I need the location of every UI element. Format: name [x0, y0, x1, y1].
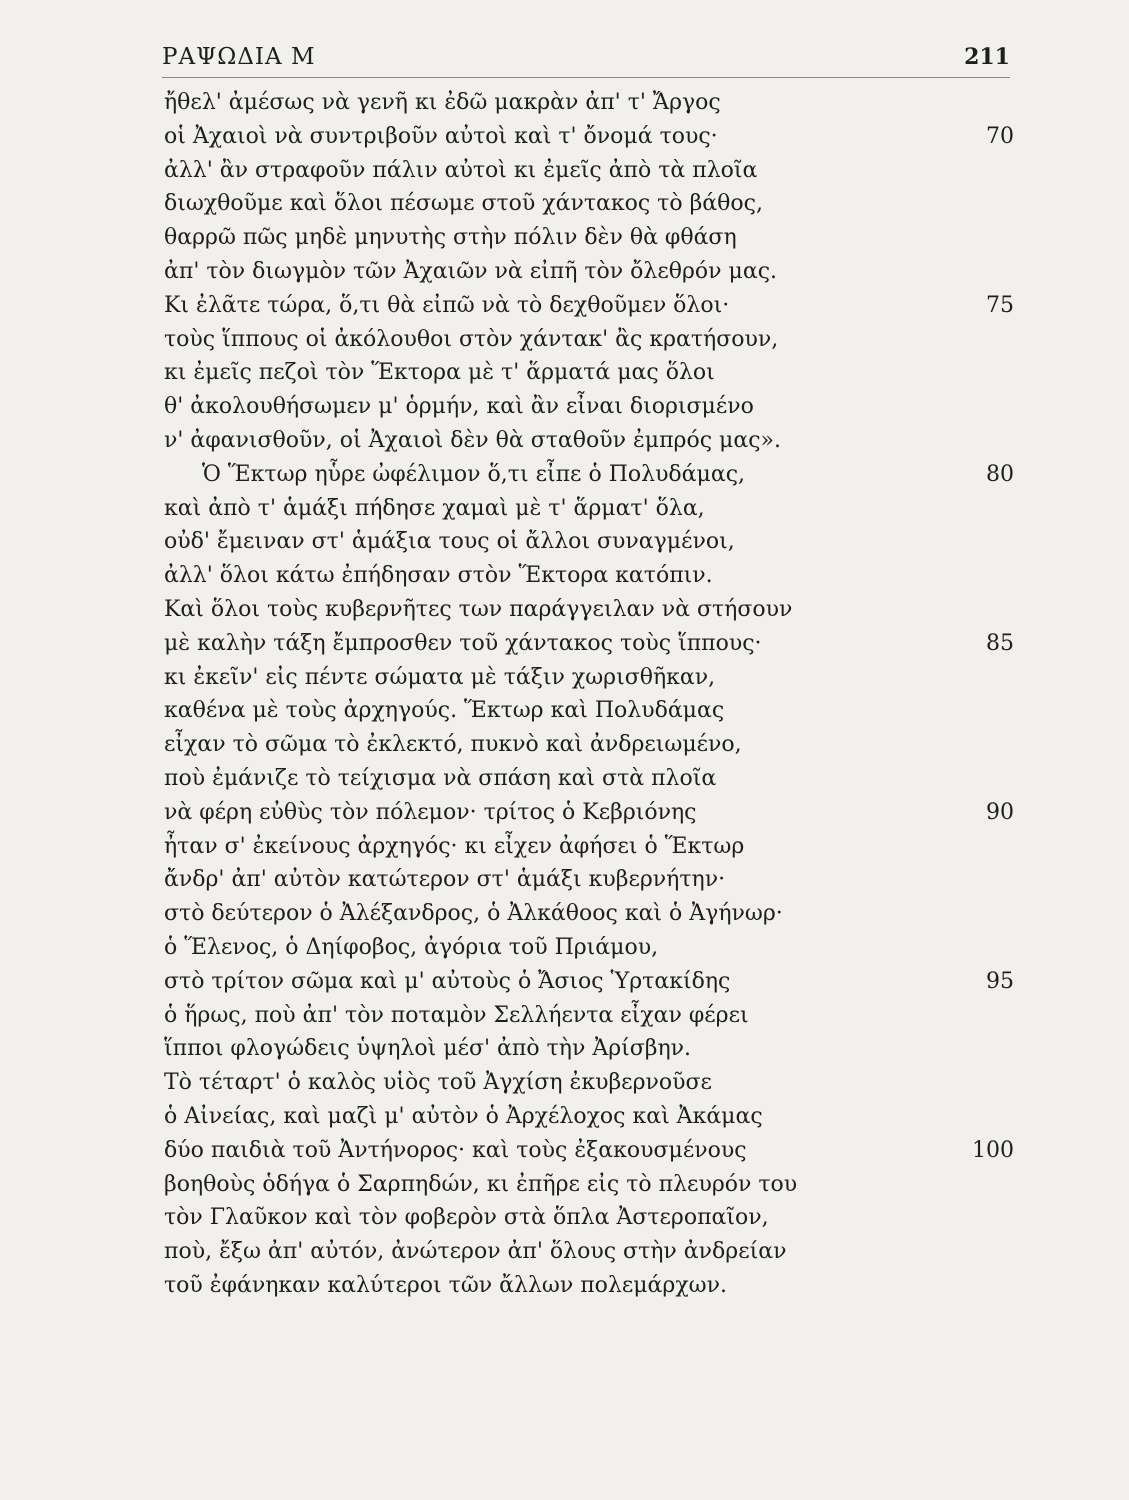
verse-line [164, 323, 1014, 357]
verse-text: Ὁ Ἕκτωρ ηὗρε ὠφέλιμον ὅ,τι εἶπε ὁ Πολυδάμας, [202, 461, 746, 487]
verse-text: καὶ ἀπὸ τ' ἁμάξι πήδησε χαμαὶ μὲ τ' ἅρματ' ὅλα, [164, 495, 705, 521]
line-number: 90 [986, 799, 1014, 825]
verse-text: ὁ ἥρως, ποὺ ἀπ' τὸν ποταμὸν Σελλήεντα εἶχαν φέρει [164, 1002, 749, 1028]
verse-line [164, 120, 1014, 154]
line-number: 85 [986, 630, 1014, 656]
verse-text: στὸ δεύτερον ὁ Ἀλέξανδρος, ὁ Ἀλκάθοος καὶ ὁ Ἀγήνωρ· [164, 901, 783, 927]
verse-line [164, 1032, 1014, 1066]
verse-line [164, 187, 1014, 221]
verse-text: εἶχαν τὸ σῶμα τὸ ἐκλεκτό, πυκνὸ καὶ ἀνδρειωμένο, [164, 732, 742, 758]
verse-text: κι ἐκεῖν' εἰς πέντε σώματα μὲ τάξιν χωρισθῆκαν, [164, 664, 716, 690]
line-number: 75 [986, 292, 1014, 318]
verse-text: στὸ τρίτον σῶμα καὶ μ' αὐτοὺς ὁ Ἄσιος Ὑρτακίδης [164, 968, 731, 994]
verse-text: ποὺ, ἔξω ἀπ' αὐτόν, ἀνώτερον ἀπ' ὅλους στὴν ἀνδρείαν [164, 1239, 787, 1265]
verse-line [164, 661, 1014, 695]
verse-line [164, 1066, 1014, 1100]
verse-line [164, 1168, 1014, 1202]
verse-line [164, 830, 1014, 864]
verse-text: ἀπ' τὸν διωγμὸν τῶν Ἀχαιῶν νὰ εἰπῆ τὸν ὄλεθρόν μας. [164, 258, 778, 284]
verse-line [164, 897, 1014, 931]
verse-text: ν' ἀφανισθοῦν, οἱ Ἀχαιοὶ δὲν θὰ σταθοῦν ἐμπρός μας». [164, 427, 781, 453]
verse-line [164, 458, 1014, 492]
verse-line [164, 627, 1014, 661]
header-rule [162, 77, 1010, 78]
verse-text: ὁ Ἕλενος, ὁ Δηίφοβος, ἀγόρια τοῦ Πριάμου, [164, 934, 659, 960]
verse-text: τοῦ ἐφάνηκαν καλύτεροι τῶν ἄλλων πολεμάρχων. [164, 1272, 727, 1298]
verse-line [164, 424, 1014, 458]
verse-line [164, 255, 1014, 289]
verse-text: τοὺς ἵππους οἱ ἀκόλουθοι στὸν χάντακ' ἂς κρατήσουν, [164, 326, 779, 352]
verse-text: Κι ἐλᾶτε τώρα, ὅ,τι θὰ εἰπῶ νὰ τὸ δεχθοῦμεν ὅλοι· [164, 292, 730, 318]
verse-line [164, 154, 1014, 188]
verse-line [164, 1100, 1014, 1134]
verse-text: διωχθοῦμε καὶ ὅλοι πέσωμε στοῦ χάντακος τὸ βάθος, [164, 191, 763, 217]
verse-text: Καὶ ὅλοι τοὺς κυβερνῆτες των παράγγειλαν νὰ στήσουν [164, 596, 793, 622]
verse-text: Τὸ τέταρτ' ὁ καλὸς υἱὸς τοῦ Ἀγχίση ἐκυβερνοῦσε [164, 1070, 712, 1096]
verse-line [164, 559, 1014, 593]
verse-line [164, 492, 1014, 526]
verse-text: τὸν Γλαῦκον καὶ τὸν φοβερὸν στὰ ὅπλα Ἀστεροπαῖον, [164, 1205, 769, 1231]
line-number: 70 [986, 123, 1014, 149]
verse-line [164, 796, 1014, 830]
verse-line [164, 289, 1014, 323]
verse-text: ἦταν σ' ἐκείνους ἀρχηγός· κι εἶχεν ἀφήσει ὁ Ἕκτωρ [164, 833, 745, 859]
verse-line [164, 356, 1014, 390]
verse-line [164, 86, 1014, 120]
line-number: 100 [972, 1137, 1014, 1163]
verse-text: ποὺ ἐμάνιζε τὸ τείχισμα νὰ σπάση καὶ στὰ πλοῖα [164, 765, 717, 791]
verse-line [164, 728, 1014, 762]
verse-line [164, 931, 1014, 965]
verse-line [164, 1201, 1014, 1235]
verse-line [164, 762, 1014, 796]
verse-text: κι ἐμεῖς πεζοὶ τὸν Ἕκτορα μὲ τ' ἅρματά μας ὅλοι [164, 360, 715, 386]
line-number: 95 [986, 968, 1014, 994]
verse-line [164, 965, 1014, 999]
poem-text [164, 86, 1014, 1303]
verse-line [164, 863, 1014, 897]
verse-text: ἄνδρ' ἀπ' αὐτὸν κατώτερον στ' ἁμάξι κυβερνήτην· [164, 867, 726, 893]
verse-text: ἀλλ' ὅλοι κάτω ἐπήδησαν στὸν Ἕκτορα κατόπιν. [164, 563, 713, 589]
verse-text: οὐδ' ἔμειναν στ' ἁμάξια τους οἱ ἄλλοι συναγμένοι, [164, 529, 735, 555]
page-number: 211 [964, 44, 1010, 70]
verse-text: μὲ καλὴν τάξη ἔμπροσθεν τοῦ χάντακος τοὺς ἵππους· [164, 630, 762, 656]
verse-text: ἤθελ' ἀμέσως νὰ γενῆ κι ἐδῶ μακρὰν ἀπ' τ' Ἄργος [164, 90, 721, 115]
verse-text: ἀλλ' ἂν στραφοῦν πάλιν αὐτοὶ κι ἐμεῖς ἀπὸ τὰ πλοῖα [164, 157, 758, 183]
verse-line [164, 1269, 1014, 1303]
verse-line [164, 593, 1014, 627]
verse-line [164, 1134, 1014, 1168]
verse-text: θ' ἀκολουθήσωμεν μ' ὁρμήν, καὶ ἂν εἶναι διορισμένο [164, 394, 754, 420]
verse-line [164, 694, 1014, 728]
verse-line [164, 221, 1014, 255]
verse-line [164, 390, 1014, 424]
verse-line [164, 525, 1014, 559]
verse-text: νὰ φέρη εὐθὺς τὸν πόλεμον· τρίτος ὁ Κεβριόνης [164, 799, 697, 825]
verse-text: βοηθοὺς ὁδήγα ὁ Σαρπηδών, κι ἐπῆρε εἰς τὸ πλευρόν του [164, 1171, 798, 1197]
line-number: 80 [986, 461, 1014, 487]
section-title: ΡΑΨΩΔΙΑ Μ [162, 44, 316, 70]
verse-text: δύο παιδιὰ τοῦ Ἀντήνορος· καὶ τοὺς ἐξακουσμένους [164, 1137, 747, 1163]
verse-text: οἱ Ἀχαιοὶ νὰ συντριβοῦν αὐτοὶ καὶ τ' ὄνομά τους· [164, 123, 718, 149]
verse-text: ὁ Αἰνείας, καὶ μαζὶ μ' αὐτὸν ὁ Ἀρχέλοχος καὶ Ἀκάμας [164, 1103, 763, 1129]
verse-line [164, 999, 1014, 1033]
verse-text: ἵπποι φλογώδεις ὑψηλοὶ μέσ' ἀπὸ τὴν Ἀρίσβην. [164, 1036, 692, 1062]
verse-text: θαρρῶ πῶς μηδὲ μηνυτὴς στὴν πόλιν δὲν θὰ φθάση [164, 225, 737, 251]
running-head [162, 38, 1010, 78]
verse-line [164, 1235, 1014, 1269]
verse-text: καθένα μὲ τοὺς ἀρχηγούς. Ἕκτωρ καὶ Πολυδάμας [164, 698, 725, 724]
